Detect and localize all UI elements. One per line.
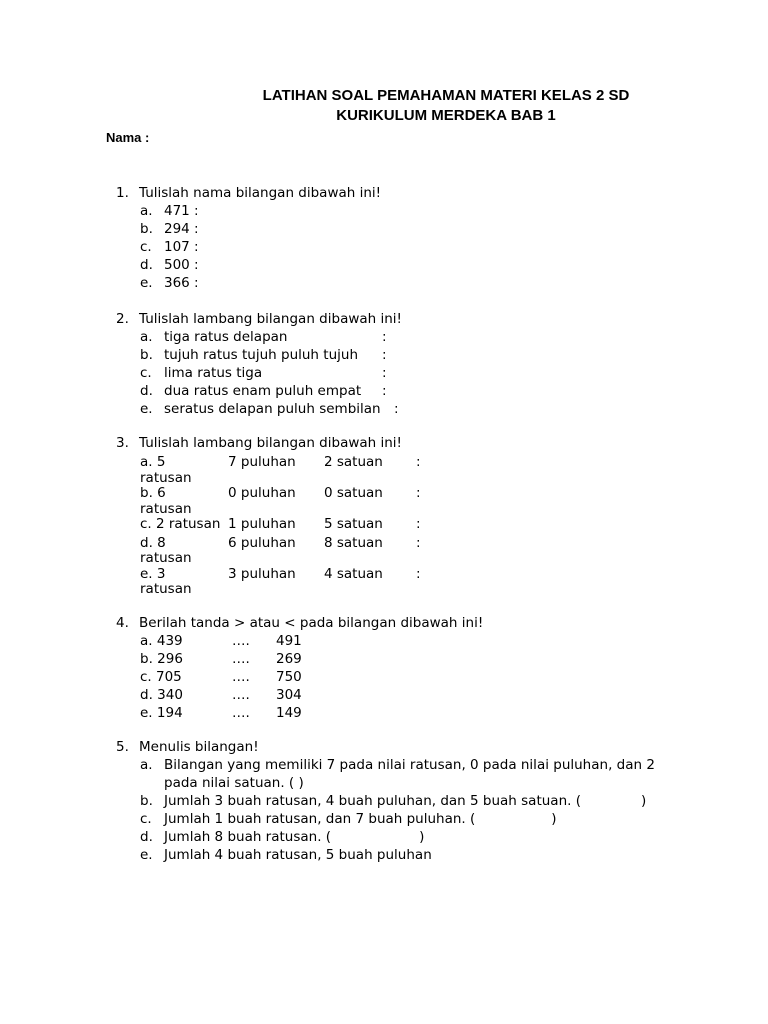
- question-number: 1.: [116, 185, 129, 201]
- question-number: 3.: [116, 435, 129, 451]
- list-item: d. Jumlah 8 buah ratusan. ( ): [140, 829, 425, 845]
- list-item: e. seratus delapan puluh sembilan :: [140, 401, 399, 417]
- list-item: b. 296 …. 269: [140, 651, 302, 667]
- list-item: b. 6 0 puluhan 0 satuan : ratusan: [140, 485, 421, 517]
- list-item: a. 5 7 puluhan 2 satuan : ratusan: [140, 454, 421, 486]
- list-item: c. Jumlah 1 buah ratusan, dan 7 buah puluhan. ( ): [140, 811, 557, 827]
- page-subtitle: KURIKULUM MERDEKA BAB 1: [336, 107, 556, 124]
- list-item: c. lima ratus tiga :: [140, 365, 387, 381]
- question-5: [116, 738, 676, 864]
- list-item: b. Jumlah 3 buah ratusan, 4 buah puluhan, dan 5 buah satuan. ( ): [140, 793, 647, 809]
- list-item: a. tiga ratus delapan :: [140, 329, 387, 345]
- list-item: a. 439 …. 491: [140, 633, 302, 649]
- list-item: a. Bilangan yang memiliki 7 pada nilai ratusan, 0 pada nilai puluhan, dan 2 pada nilai satuan. ( ): [140, 757, 655, 791]
- list-item: d. 340 …. 304: [140, 687, 302, 703]
- list-item: e. 3 3 puluhan 4 satuan : ratusan: [140, 565, 421, 597]
- question-4: [116, 614, 676, 722]
- list-item: c. 107 :: [140, 239, 199, 255]
- page-title: LATIHAN SOAL PEMAHAMAN MATERI KELAS 2 SD: [262, 87, 630, 104]
- question-prompt: Tulislah nama bilangan dibawah ini!: [139, 185, 382, 201]
- list-item: e. 366 :: [140, 275, 199, 291]
- list-item: d. 8 6 puluhan 8 satuan : ratusan: [140, 534, 421, 566]
- question-1: [116, 184, 676, 292]
- name-label: Nama :: [106, 130, 150, 145]
- list-item: c. 705 …. 750: [140, 669, 302, 685]
- question-prompt: Tulislah lambang bilangan dibawah ini!: [139, 435, 402, 451]
- question-prompt: Menulis bilangan!: [139, 739, 259, 755]
- question-number: 2.: [116, 311, 129, 327]
- list-item: b. tujuh ratus tujuh puluh tujuh :: [140, 347, 387, 363]
- list-item: a. 471 :: [140, 203, 199, 219]
- list-item: c. 2 ratusan 1 puluhan 5 satuan :: [140, 516, 421, 532]
- question-prompt: Berilah tanda > atau < pada bilangan dibawah ini!: [139, 615, 484, 631]
- question-prompt: Tulislah lambang bilangan dibawah ini!: [139, 311, 402, 327]
- list-item: d. dua ratus enam puluh empat :: [140, 383, 387, 399]
- list-item: e. Jumlah 4 buah ratusan, 5 buah puluhan: [140, 847, 432, 863]
- list-item: d. 500 :: [140, 257, 199, 273]
- list-item: e. 194 …. 149: [140, 705, 302, 721]
- question-3: [116, 434, 676, 598]
- question-number: 4.: [116, 615, 129, 631]
- list-item: b. 294 :: [140, 221, 199, 237]
- question-2: [116, 310, 676, 418]
- question-number: 5.: [116, 739, 129, 755]
